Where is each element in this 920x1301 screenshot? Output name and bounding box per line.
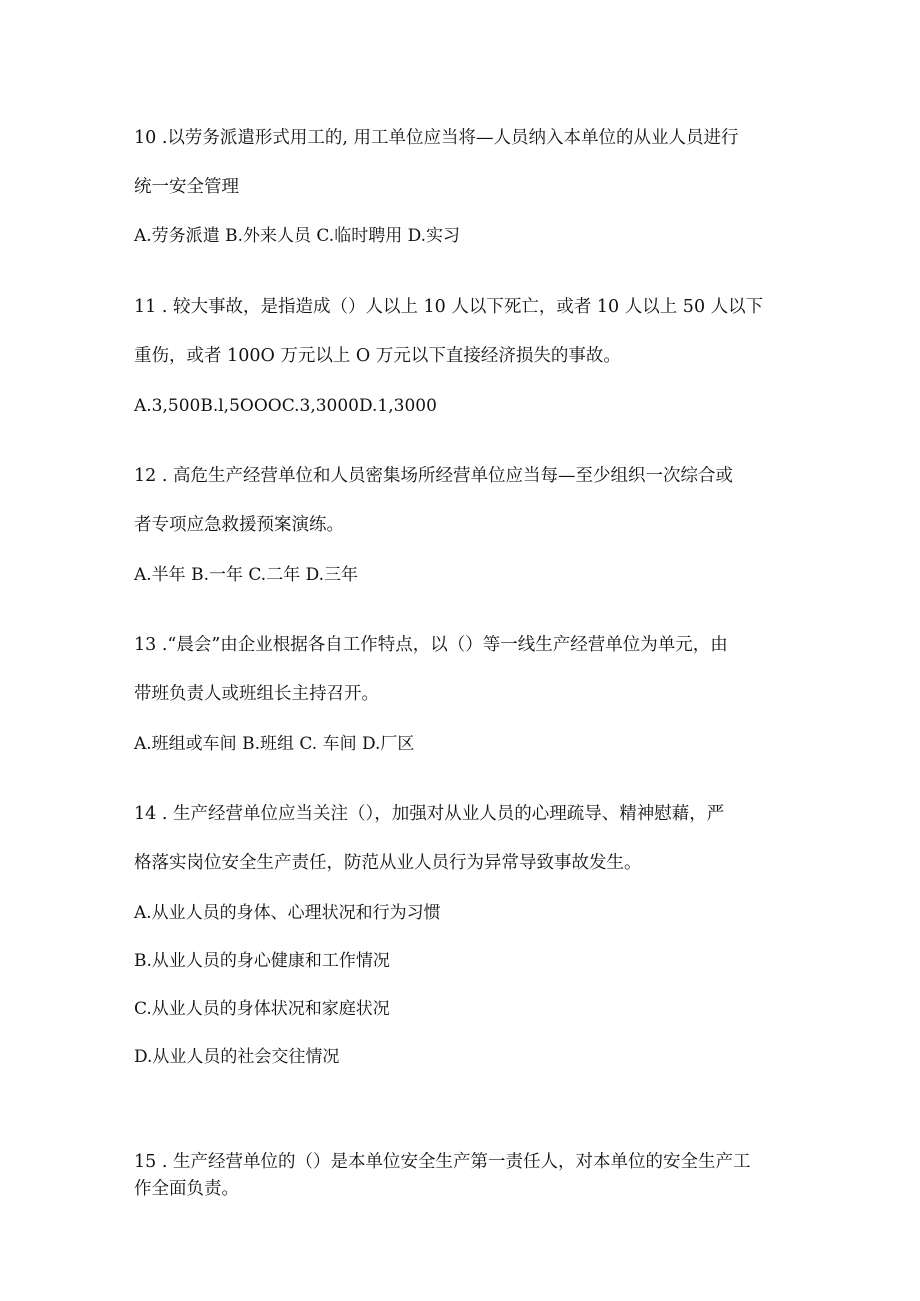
question-11-line-2: 重伤，或者 100O 万元以上 O 万元以下直接经济损失的事故。 bbox=[134, 346, 621, 366]
question-14-line-2: 格落实岗位安全生产责任，防范从业人员行为异常导致事故发生。 bbox=[134, 853, 642, 873]
question-13-line-2: 带班负责人或班组长主持召开。 bbox=[134, 684, 379, 704]
question-12-options: A.半年 B.一年 C.二年 D.三年 bbox=[134, 565, 359, 585]
question-12-line-2: 者专项应急救援预案演练。 bbox=[134, 515, 344, 535]
question-14-line-1: 14 . 生产经营单位应当关注（），加强对从业人员的心理疏导、精神慰藉，严 bbox=[134, 804, 725, 824]
question-11-options: A.3,500B.l,5OOOC.3,3000D.1,3000 bbox=[134, 396, 437, 416]
question-12-line-1: 12 . 高危生产经营单位和人员密集场所经营单位应当每—至少组织一次综合或 bbox=[134, 466, 733, 486]
question-13-options: A.班组或车间 B.班组 C. 车间 D.厂区 bbox=[134, 734, 415, 754]
question-14-option-b: B.从业人员的身心健康和工作情况 bbox=[134, 951, 390, 971]
question-14-option-c: C.从业人员的身体状况和家庭状况 bbox=[134, 999, 390, 1019]
question-15-line-1: 15 . 生产经营单位的（）是本单位安全生产第一责任人，对本单位的安全生产工 bbox=[134, 1152, 751, 1172]
question-14-option-a: A.从业人员的身体、心理状况和行为习惯 bbox=[134, 903, 441, 923]
question-10-line-2: 统一安全管理 bbox=[134, 177, 239, 197]
question-10-line-1: 10 .以劳务派遣形式用工的, 用工单位应当将—人员纳入本单位的从业人员进行 bbox=[134, 128, 739, 148]
question-14-option-d: D.从业人员的社会交往情况 bbox=[134, 1047, 340, 1067]
question-15-line-2: 作全面负责。 bbox=[134, 1179, 239, 1199]
question-10-options: A.劳务派遣 B.外来人员 C.临时聘用 D.实习 bbox=[134, 226, 461, 246]
question-11-line-1: 11 . 较大事故，是指造成（）人以上 10 人以下死亡，或者 10 人以上 50 人以下 bbox=[134, 297, 764, 317]
question-13-line-1: 13 .“晨会”由企业根据各自工作特点，以（）等一线生产经营单位为单元，由 bbox=[134, 635, 728, 655]
